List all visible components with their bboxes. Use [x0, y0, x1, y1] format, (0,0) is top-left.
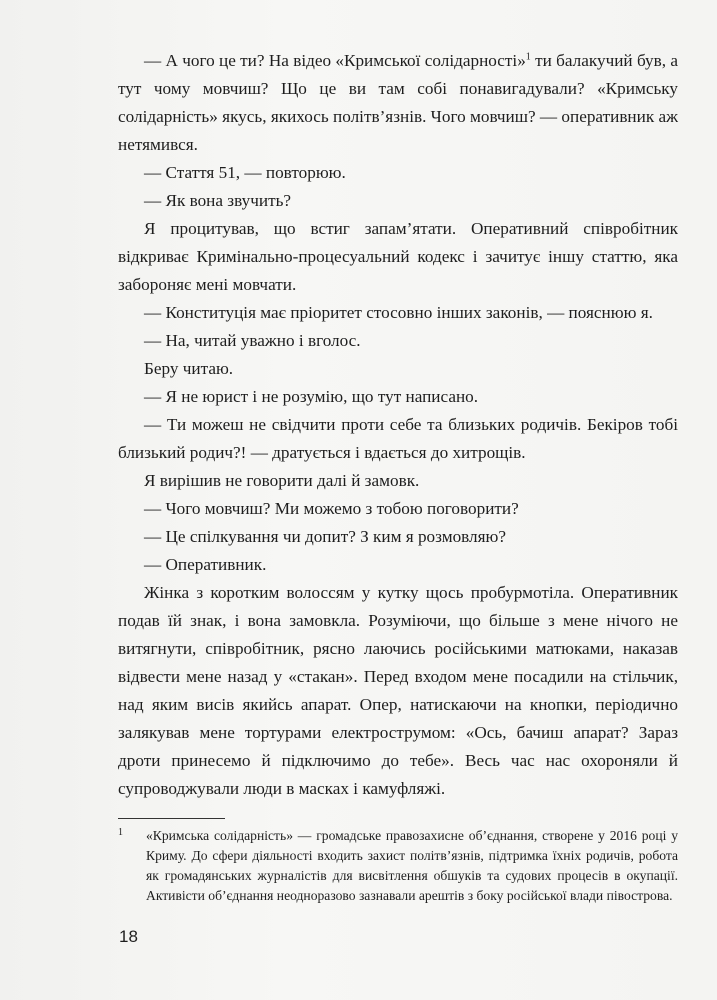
paragraph: Я вирішив не говорити далі й замовк.: [144, 471, 420, 490]
paragraph: — Чого мовчиш? Ми можемо з тобою поговорити?: [144, 499, 519, 518]
footnote: [118, 826, 678, 906]
paragraph: — На, читай уважно і вголос.: [144, 331, 361, 350]
paragraph: — Ти можеш не свідчити проти себе та близьких родичів. Бекіров тобі близький родич?! — дратується і вдається до хитрощів.: [118, 415, 678, 462]
paragraph: Беру читаю.: [144, 359, 234, 378]
paragraph: Жінка з коротким волоссям у кутку щось пробурмотіла. Оперативник подав їй знак, і вона замовкла. Розуміючи, що більше з мене нічого не витягнути, співробітник, рясно лаючись російськими матюками, наказав відвести мене назад у «стакан». Перед входом мене посадили на стільчик, над яким висів якийсь апарат. Опер, натискаючи на кнопки, періодично залякував мене тортурами електрострумом: «Ось, бачиш апарат? Зараз дроти принесемо й підключимо до тебе». Весь час нас охороняли й супроводжували люди в масках і камуфляжі.: [118, 583, 678, 798]
footnote-text: «Кримська солідарність» — громадське правозахисне об’єднання, створене у 2016 році у Криму. До сфери діяльності входить захист політв’язнів, підтримка їхніх родичів, робота як громадянських журналістів для висвітлення обшуків та судових процесів в окупації. Активісти об’єднання неодноразово зазнавали арештів з боку російської влади півострова.: [146, 828, 678, 903]
paragraph: — Як вона звучить?: [144, 191, 292, 210]
paragraph: — Я не юрист і не розумію, що тут написано.: [144, 387, 479, 406]
main-text: [118, 47, 678, 803]
paragraph: — Стаття 51, — повторюю.: [144, 163, 346, 182]
paragraph-1-end: ти балакучий був, а тут чому мовчиш? Що це ви там собі понавигадували? «Кримську солідарність» якусь, якихось політв’язнів. Чого мовчиш? — оперативник аж нетямився.: [118, 51, 678, 154]
paragraph: — Це спілкування чи допит? З ким я розмовляю?: [144, 527, 507, 546]
paragraph-1-start: — А чого це ти? На відео «Кримської солідарності»: [144, 51, 526, 70]
paragraph: — Конституція має пріоритет стосовно інших законів, — пояснюю я.: [144, 303, 653, 322]
paragraph-1: [118, 47, 678, 159]
footnote-divider: [118, 818, 225, 819]
page-number: 18: [119, 927, 138, 946]
footnote-reference[interactable]: 1: [525, 51, 531, 63]
paragraph: — Оперативник.: [144, 555, 267, 574]
footnote-number: 1: [118, 827, 123, 838]
paragraph: Я процитував, що встиг запам’ятати. Оперативний співробітник відкриває Кримінально-процесуальний кодекс і зачитує іншу статтю, яка забороняє мені мовчати.: [118, 219, 678, 294]
